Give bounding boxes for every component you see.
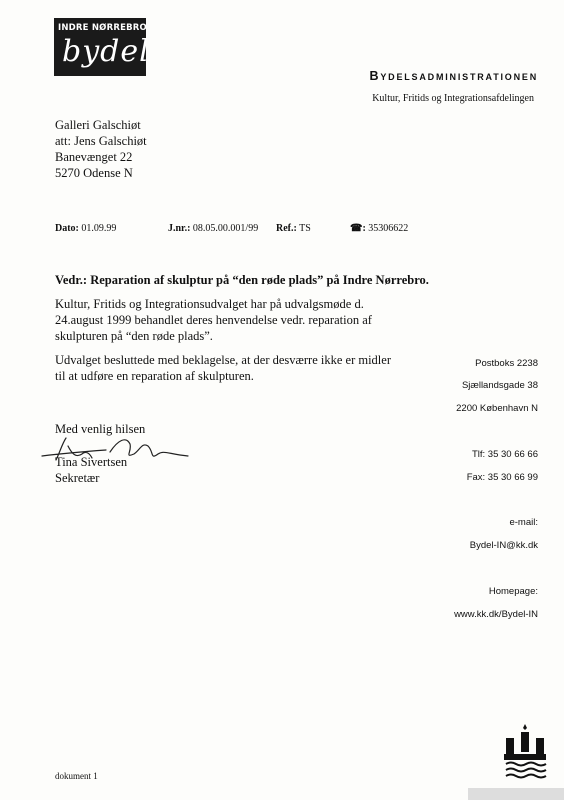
- reference-value: TS: [299, 223, 311, 234]
- signer-name: Tina Sivertsen: [55, 455, 128, 469]
- homepage-label: Homepage:: [488, 586, 538, 597]
- reference-field: [276, 223, 311, 234]
- date-label: Dato:: [55, 223, 79, 234]
- email-label: e-mail:: [509, 517, 538, 528]
- reference-label: Ref.:: [276, 223, 297, 234]
- document-number: dokument 1: [55, 771, 98, 781]
- telephone-icon: ☎:: [350, 223, 366, 234]
- fax: Fax: 35 30 66 99: [466, 472, 538, 483]
- administration-heading: Bydelsadministrationen: [369, 69, 538, 83]
- signer-block: [55, 454, 127, 486]
- letter-subject: Vedr.: Reparation af skulptur på “den røde plads” på Indre Nørrebro.: [55, 273, 429, 287]
- logo-wordmark: bydel: [62, 34, 150, 69]
- scan-edge-artifact: [468, 788, 564, 800]
- address-line: 5270 Odense N: [55, 166, 133, 180]
- city: 2200 København N: [456, 403, 538, 414]
- date-field: [55, 223, 116, 234]
- address-line: Banevænget 22: [55, 150, 133, 164]
- phone-field: [350, 223, 408, 234]
- postbox: Postboks 2238: [475, 358, 538, 369]
- department-name: Kultur, Fritids og Integrationsafdelingen: [372, 93, 534, 104]
- homepage-url[interactable]: www.kk.dk/Bydel-IN: [454, 609, 538, 620]
- journal-number-field: [168, 223, 258, 234]
- street-address: Sjællandsgade 38: [461, 380, 538, 391]
- recipient-address: [55, 117, 147, 181]
- letter-paragraph-1: Kultur, Fritids og Integrationsudvalget har på udvalgsmøde d. 24.august 1999 behandlet deres henvendelse vedr. reparation af skulpturen på “den røde plads”.: [55, 297, 372, 343]
- letter-paragraph-2: Udvalget besluttede med beklagelse, at der desværre ikke er midler til at udføre en reparation af skulpturen.: [55, 353, 391, 383]
- phone-value: 35306622: [368, 223, 409, 234]
- bydel-logo: [54, 18, 150, 76]
- journal-label: J.nr.:: [168, 223, 191, 234]
- letter-closing: Med venlig hilsen: [55, 422, 146, 436]
- journal-value: 08.05.00.001/99: [192, 223, 259, 234]
- date-value: 01.09.99: [81, 223, 117, 234]
- logo-district-name: INDRE NØRREBRO: [58, 23, 147, 33]
- address-line: Galleri Galschiøt: [55, 118, 141, 132]
- signer-title: Sekretær: [55, 471, 100, 485]
- coat-of-arms-icon: [500, 722, 550, 780]
- telephone: Tlf: 35 30 66 66: [471, 449, 538, 460]
- address-line: att: Jens Galschiøt: [55, 134, 147, 148]
- email-address[interactable]: Bydel-IN@kk.dk: [469, 540, 538, 551]
